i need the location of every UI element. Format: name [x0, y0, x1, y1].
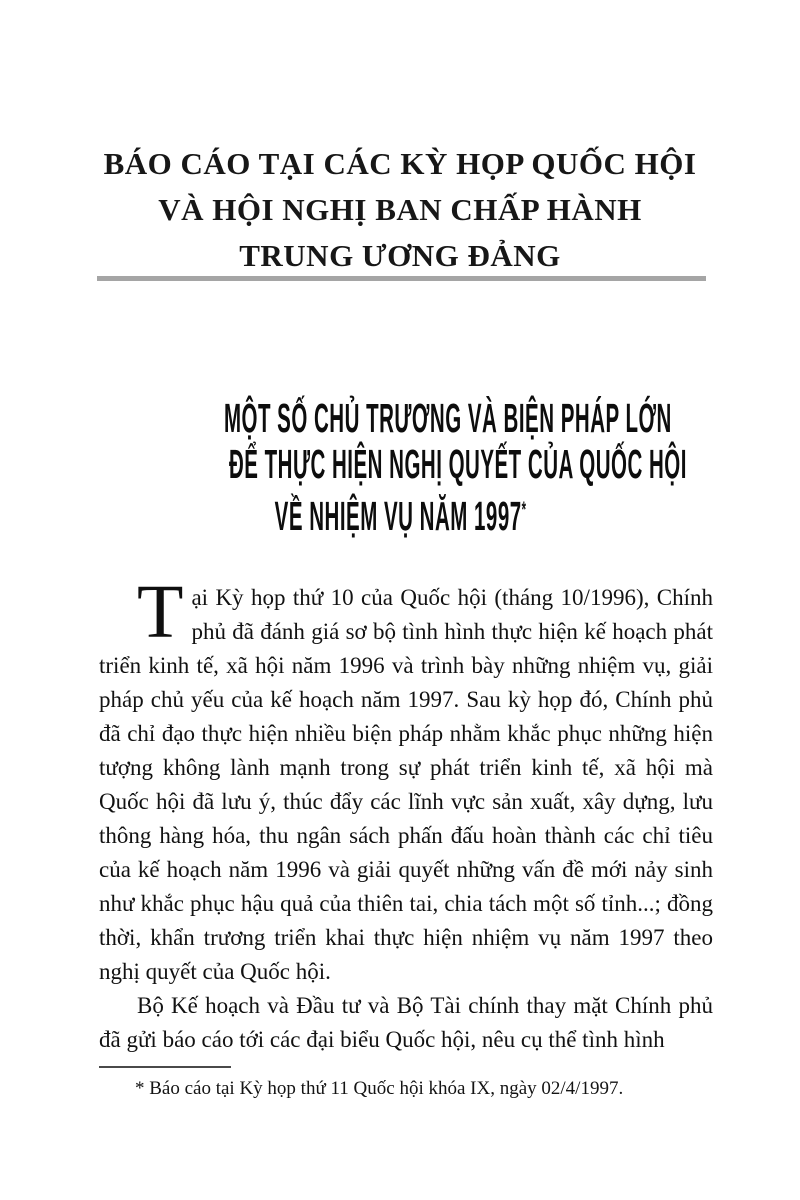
- body-text: [99, 570, 713, 1057]
- footnote-divider-rule: [99, 1066, 231, 1068]
- report-heading-text: ĐỂ THỰC HIỆN NGHỊ QUYẾT CỦA QUỐC HỘI: [228, 441, 687, 487]
- footnote-marker: *: [521, 497, 526, 522]
- report-heading-line: [0, 395, 800, 441]
- report-heading: [0, 395, 800, 539]
- report-heading-text-last: VỀ NHIỆM VỤ NĂM 1997: [274, 493, 522, 539]
- footnote: [99, 1066, 713, 1101]
- paragraph-1: [99, 570, 713, 989]
- report-heading-line: [0, 487, 800, 539]
- chapter-title-line: VÀ HỘI NGHỊ BAN CHẤP HÀNH: [158, 192, 642, 227]
- chapter-title-line: BÁO CÁO TẠI CÁC KỲ HỌP QUỐC HỘI: [103, 146, 697, 181]
- footnote-text: * Báo cáo tại Kỳ họp thứ 11 Quốc hội khóa IX, ngày 02/4/1997.: [135, 1078, 624, 1099]
- chapter-title-line: TRUNG ƯƠNG ĐẢNG: [239, 238, 561, 273]
- report-heading-line: [0, 441, 800, 487]
- paragraph-2: Bộ Kế hoạch và Đầu tư và Bộ Tài chính thay mặt Chính phủ đã gửi báo cáo tới các đại biểu Quốc hội, nêu cụ thể tình hình: [99, 993, 713, 1052]
- chapter-title: [0, 141, 800, 279]
- title-divider-rule: [97, 276, 706, 281]
- dropcap-letter: T: [137, 570, 184, 654]
- paragraph-1-text: ại Kỳ họp thứ 10 của Quốc hội (tháng 10/1996), Chính phủ đã đánh giá sơ bộ tình hình thực hiện kế hoạch phát triển kinh tế, xã hội năm 1996 và trình bày những nhiệm vụ, giải pháp chủ yếu của kế hoạch năm 1997. Sau kỳ họp đó, Chính phủ đã chỉ đạo thực hiện nhiều biện pháp nhằm khắc phục những hiện tượng không lành mạnh trong sự phát triển kinh tế, xã hội mà Quốc hội đã lưu ý, thúc đẩy các lĩnh vực sản xuất, xây dựng, lưu thông hàng hóa, thu ngân sách phấn đấu hoàn thành các chỉ tiêu của kế hoạch năm 1996 và giải quyết những vấn đề mới nảy sinh như khắc phục hậu quả của thiên tai, chia tách một số tỉnh...; đồng thời, khẩn trương triển khai thực hiện nhiệm vụ năm 1997 theo nghị quyết của Quốc hội.: [99, 585, 713, 984]
- report-heading-text: MỘT SỐ CHỦ TRƯƠNG VÀ BIỆN PHÁP LỚN: [223, 395, 672, 441]
- report-heading-text: [274, 487, 525, 539]
